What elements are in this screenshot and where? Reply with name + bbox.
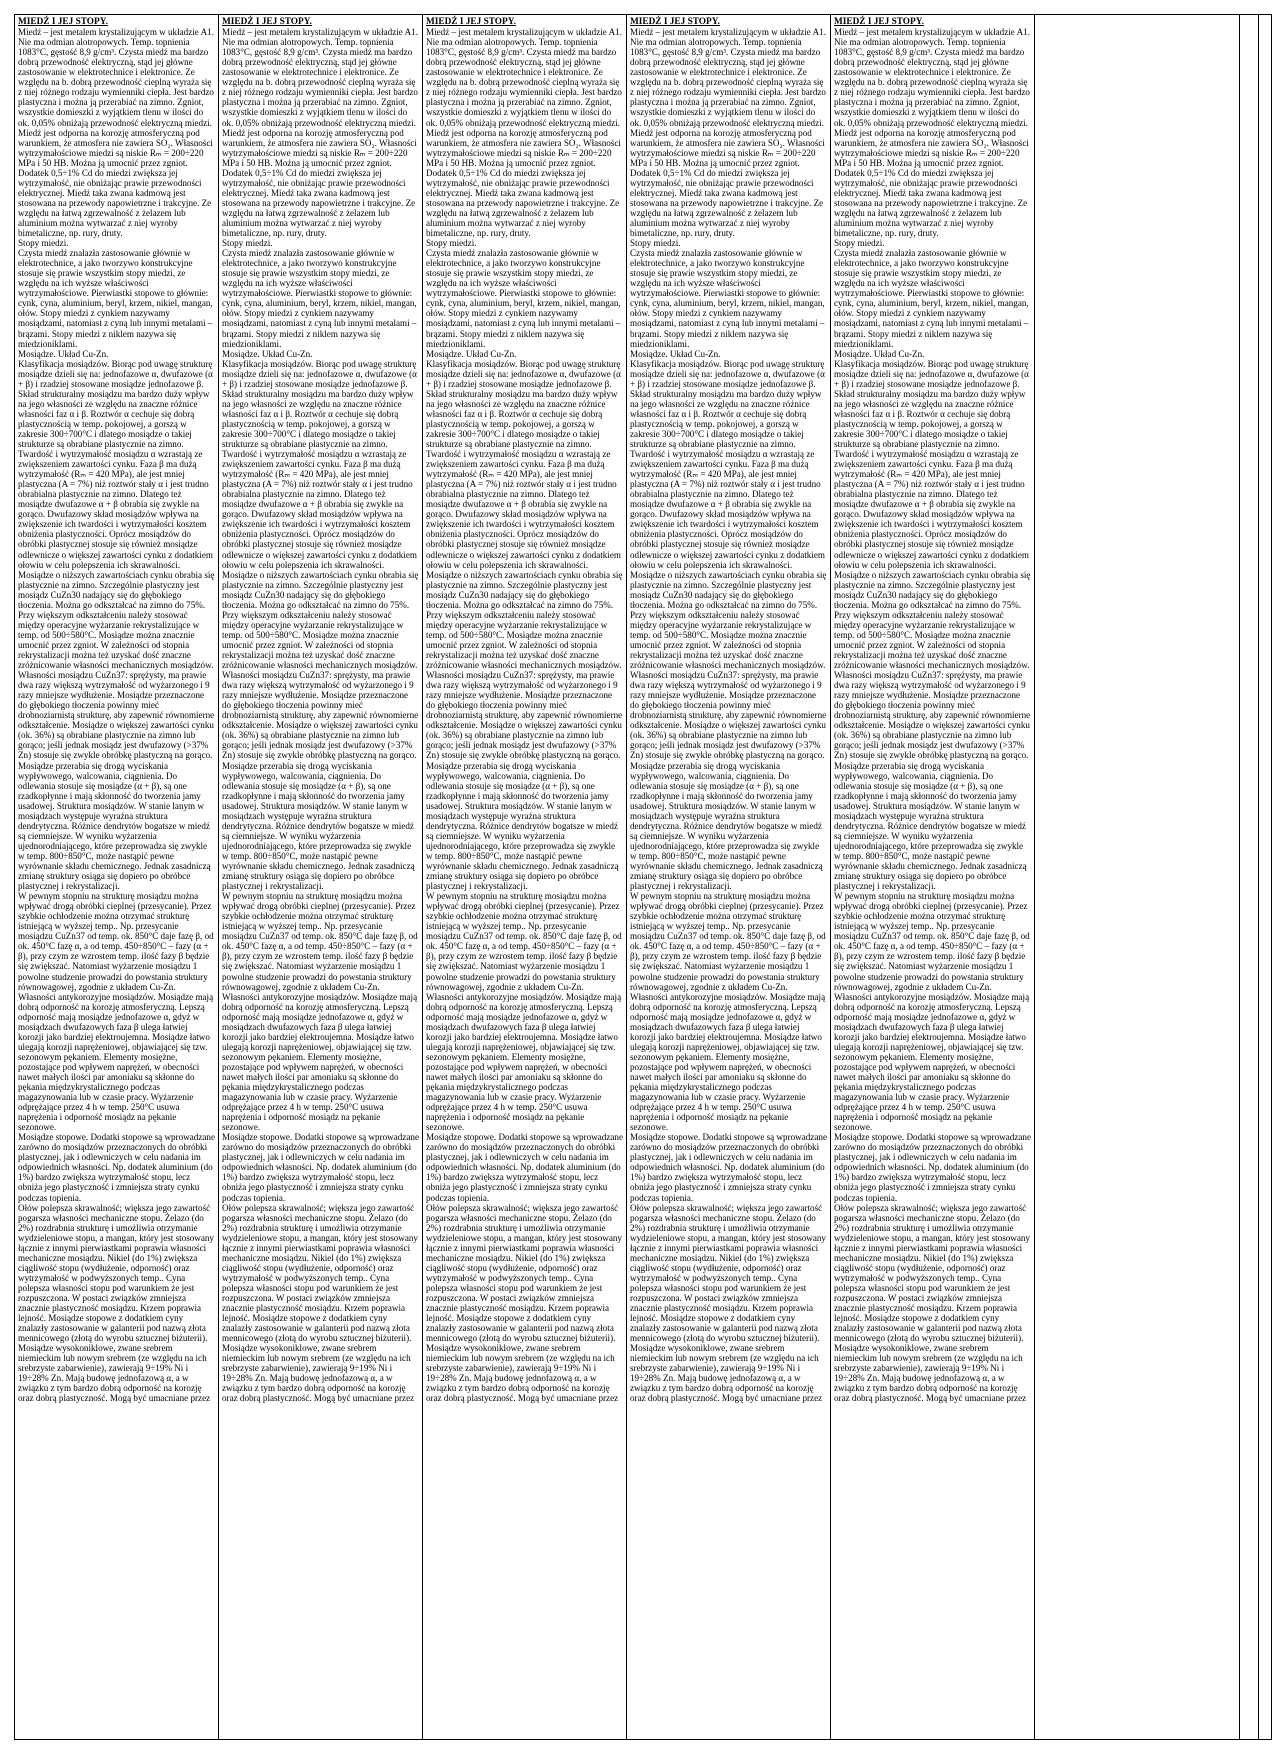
column-5	[831, 15, 1035, 1740]
edge-column	[1259, 15, 1272, 1740]
section-body: Miedź – jest metalem krystalizującym w układzie A1. Nie ma odmian alotropowych. Temp. topnienia 1083°C, gęstość 8,9 g/cm³. Czysta miedź ma bardzo dobrą przewodność elektryczną, stąd jej główne zastosowanie w elektrotechnice i elektronice. Ze względu na b. dobrą przewodność cieplną wyraża się z niej różnego rodzaju wymienniki ciepła. Jest bardzo plastyczna i można ją przerabiać na zimno. Zgniot, wszystkie domieszki z wyjątkiem tlenu w ilości do ok. 0,05% obniżają przewodność elektryczną miedzi. Miedź jest odporna na korozję atmosferyczną pod warunkiem, że atmosfera nie zawiera SO₂. Własności wytrzymałościowe miedzi są niskie Rₘ = 200÷220 MPa i 50 HB. Można ją umocnić przez zgniot. Dodatek 0,5÷1% Cd do miedzi zwiększa jej wytrzymałość, nie obniżając prawie przewodności elektrycznej. Miedź taka zwana kadmową jest stosowana na przewody napowietrzne i trakcyjne. Ze względu na łatwą zgrzewalność z żelazem lub aluminium można wytwarzać z niej wyroby bimetaliczne, np. rury, druty. Stopy miedzi. Czysta miedź znalazła zastosowanie głównie w elektrotechnice, a jako tworzywo konstrukcyjne stosuje się prawie wszystkim stopy miedzi, ze względu na ich wyższe właściwości wytrzymałościowe. Pierwiastki stopowe to głównie: cynk, cyna, aluminium, beryl, krzem, nikiel, mangan, ołów. Stopy miedzi z cynkiem nazywamy mosiądzami, natomiast z cyną lub innymi metalami – brązami. Stopy miedzi z niklem nazywa się miedzioniklami. Mosiądze. Układ Cu-Zn. Klasyfikacja mosiądzów. Biorąc pod uwagę strukturę mosiądze dzieli się na: jednofazowe α, dwufazowe (α + β) i rzadziej stosowane mosiądze jednofazowe β. Skład strukturalny mosiądzu ma bardzo duży wpływ na jego własności ze względu na znaczne różnice własności faz α i β. Roztwór α cechuje się dobrą plastycznością w temp. pokojowej, a gorszą w zakresie 300÷700°C i dlatego mosiądze o takiej strukturze są obrabiane plastycznie na zimno. Twardość i wytrzymałość mosiądzu α wzrastają ze zwiększeniem zawartości cynku. Faza β ma dużą wytrzymałość (Rₘ = 420 MPa), ale jest mniej plastyczna (A = 7%) niż roztwór stały α i jest trudno obrabialna plastycznie na zimno. Dlatego też mosiądze dwufazowe α + β obrabia się zwykle na gorąco. Dwufazowy skład mosiądzów wpływa na zwiększenie ich twardości i wytrzymałości kosztem obniżenia plastyczności. Oprócz mosiądzów do obróbki plastycznej stosuje się również mosiądze odlewnicze o większej zawartości cynku z dodatkiem ołowiu w celu polepszenia ich skrawalności. Mosiądze o niższych zawartościach cynku obrabia się plastycznie na zimno. Szczególnie plastyczny jest mosiądz CuZn30 nadający się do głębokiego tłoczenia. Można go odkształcać na zimno do 75%. Przy większym odkształceniu należy stosować między operacyjne wyżarzanie rekrystalizujące w temp. od 500÷580°C. Mosiądze można znacznie umocnić przez zgniot. W zależności od stopnia rekrystalizacji można też uzyskać dość znaczne zróżnicowanie własności mechanicznych mosiądzów. Własności mosiądzu CuZn37: sprężysty, ma prawie dwa razy większą wytrzymałość od wyżarzonego i 9 razy mniejsze wydłużenie. Mosiądze przeznaczone do głębokiego tłoczenia powinny mieć drobnoziarnistą strukturę, aby zapewnić równomierne odkształcenie. Mosiądze o większej zawartości cynku (ok. 36%) są obrabiane plastycznie na zimno lub gorąco; jeśli jednak mosiądz jest dwufazowy (>37% Zn) stosuje się zwykle obróbkę plastyczną na gorąco. Mosiądze przerabia się drogą wyciskania wypływowego, walcowania, ciągnienia. Do odlewania stosuje się mosiądze (α + β), są one rzadkopłynne i mają skłonność do tworzenia jamy usadowej. Struktura mosiądzów. W stanie lanym w mosiądzach występuje wyraźna struktura dendrytyczna. Różnice dendrytów bogatsze w miedź są ciemniejsze. W wyniku wyżarzenia ujednorodniającego, które przeprowadza się zwykle w temp. 800÷850°C, może nastąpić pewne wyrównanie składu chemicznego. Jednak zasadniczą zmianę struktury osiąga się dopiero po obróbce plastycznej i rekrystalizacji. W pewnym stopniu na strukturę mosiądzu można wpływać drogą obróbki cieplnej (przesycanie). Przez szybkie ochłodzenie można otrzymać strukturę istniejącą w wyższej temp.. Np. przesycanie mosiądzu CuZn37 od temp. ok. 850°C daje fazę β, od ok. 450°C fazę α, a od temp. 450÷850°C – fazy (α + β), przy czym ze wzrostem temp. ilość fazy β będzie się zwiększać. Natomiast wyżarzenie mosiądzu 1 powolne studzenie prowadzi do powstania struktury równowagowej, zgodnie z układem Cu-Zn. Własności antykorozyjne mosiądzów. Mosiądze mają dobrą odporność na korozję atmosferyczną. Lepszą odporność mają mosiądze jednofazowe α, gdyż w mosiądzach dwufazowych faza β ulega łatwiej korozji jako bardziej elektroujemna. Mosiądze łatwo ulegają korozji naprężeniowej, objawiającej się tzw. sezonowym pękaniem. Elementy mosiężne, pozostające pod wpływem naprężeń, w obecności nawet małych ilości par amoniaku są skłonne do pękania międzykrystalicznego podczas magazynowania lub w czasie pracy. Wyżarzenie odprężające przez 4 h w temp. 250°C usuwa naprężenia i odporność mosiądz na pękanie sezonowe. Mosiądze stopowe. Dodatki stopowe są wprowadzane zarówno do mosiądzów przeznaczonych do obróbki plastycznej, jak i odlewniczych w celu nadania im odpowiednich własności. Np. dodatek aluminium (do 1%) bardzo zwiększa wytrzymałość stopu, lecz obniża jego plastyczność i zmniejsza straty cynku podczas topienia. Ołów polepsza skrawalność; większa jego zawartość pogarsza własności mechaniczne stopu. Żelazo (do 2%) rozdrabnia strukturę i umożliwia otrzymanie wydzieleniowe stopu, a mangan, który jest stosowany łącznie z innymi pierwiastkami poprawia własności mechaniczne mosiądzu. Nikiel (do 1%) zwiększa ciągliwość stopu (wydłużenie, odporność) oraz wytrzymałość w podwyższonych temp.. Cyna polepsza własności stopu pod warunkiem że jest rozpuszczona. W postaci związków zmniejsza znacznie plastyczność mosiądzu. Krzem poprawia lejność. Mosiądze stopowe z dodatkiem cyny znalazły zastosowanie w galanterii pod nazwą złota mennicowego (złotą do wyrobu sztucznej biżuterii). Mosiądze wysokoniklowe, zwane srebrem niemieckim lub nowym srebrem (ze względu na ich srebrzyste zabarwienie), zawierają 9÷19% Ni i 19÷28% Zn. Mają budowę jednofazową α, a w związku z tym bardzo dobrą odporność na korozję oraz dobrą plastyczność. Mogą być umacniane przez	[630, 27, 827, 1404]
section-title: MIEDŹ I JEJ STOPY.	[18, 17, 108, 27]
column-content	[222, 17, 419, 1737]
column-4	[627, 15, 831, 1740]
empty-column	[1035, 15, 1240, 1740]
section-title: MIEDŹ I JEJ STOPY.	[834, 17, 924, 27]
section-title: MIEDŹ I JEJ STOPY.	[426, 17, 516, 27]
section-title: MIEDŹ I JEJ STOPY.	[222, 17, 312, 27]
section-body: Miedź – jest metalem krystalizującym w układzie A1. Nie ma odmian alotropowych. Temp. topnienia 1083°C, gęstość 8,9 g/cm³. Czysta miedź ma bardzo dobrą przewodność elektryczną, stąd jej główne zastosowanie w elektrotechnice i elektronice. Ze względu na b. dobrą przewodność cieplną wyraża się z niej różnego rodzaju wymienniki ciepła. Jest bardzo plastyczna i można ją przerabiać na zimno. Zgniot, wszystkie domieszki z wyjątkiem tlenu w ilości do ok. 0,05% obniżają przewodność elektryczną miedzi. Miedź jest odporna na korozję atmosferyczną pod warunkiem, że atmosfera nie zawiera SO₂. Własności wytrzymałościowe miedzi są niskie Rₘ = 200÷220 MPa i 50 HB. Można ją umocnić przez zgniot. Dodatek 0,5÷1% Cd do miedzi zwiększa jej wytrzymałość, nie obniżając prawie przewodności elektrycznej. Miedź taka zwana kadmową jest stosowana na przewody napowietrzne i trakcyjne. Ze względu na łatwą zgrzewalność z żelazem lub aluminium można wytwarzać z niej wyroby bimetaliczne, np. rury, druty. Stopy miedzi. Czysta miedź znalazła zastosowanie głównie w elektrotechnice, a jako tworzywo konstrukcyjne stosuje się prawie wszystkim stopy miedzi, ze względu na ich wyższe właściwości wytrzymałościowe. Pierwiastki stopowe to głównie: cynk, cyna, aluminium, beryl, krzem, nikiel, mangan, ołów. Stopy miedzi z cynkiem nazywamy mosiądzami, natomiast z cyną lub innymi metalami – brązami. Stopy miedzi z niklem nazywa się miedzioniklami. Mosiądze. Układ Cu-Zn. Klasyfikacja mosiądzów. Biorąc pod uwagę strukturę mosiądze dzieli się na: jednofazowe α, dwufazowe (α + β) i rzadziej stosowane mosiądze jednofazowe β. Skład strukturalny mosiądzu ma bardzo duży wpływ na jego własności ze względu na znaczne różnice własności faz α i β. Roztwór α cechuje się dobrą plastycznością w temp. pokojowej, a gorszą w zakresie 300÷700°C i dlatego mosiądze o takiej strukturze są obrabiane plastycznie na zimno. Twardość i wytrzymałość mosiądzu α wzrastają ze zwiększeniem zawartości cynku. Faza β ma dużą wytrzymałość (Rₘ = 420 MPa), ale jest mniej plastyczna (A = 7%) niż roztwór stały α i jest trudno obrabialna plastycznie na zimno. Dlatego też mosiądze dwufazowe α + β obrabia się zwykle na gorąco. Dwufazowy skład mosiądzów wpływa na zwiększenie ich twardości i wytrzymałości kosztem obniżenia plastyczności. Oprócz mosiądzów do obróbki plastycznej stosuje się również mosiądze odlewnicze o większej zawartości cynku z dodatkiem ołowiu w celu polepszenia ich skrawalności. Mosiądze o niższych zawartościach cynku obrabia się plastycznie na zimno. Szczególnie plastyczny jest mosiądz CuZn30 nadający się do głębokiego tłoczenia. Można go odkształcać na zimno do 75%. Przy większym odkształceniu należy stosować między operacyjne wyżarzanie rekrystalizujące w temp. od 500÷580°C. Mosiądze można znacznie umocnić przez zgniot. W zależności od stopnia rekrystalizacji można też uzyskać dość znaczne zróżnicowanie własności mechanicznych mosiądzów. Własności mosiądzu CuZn37: sprężysty, ma prawie dwa razy większą wytrzymałość od wyżarzonego i 9 razy mniejsze wydłużenie. Mosiądze przeznaczone do głębokiego tłoczenia powinny mieć drobnoziarnistą strukturę, aby zapewnić równomierne odkształcenie. Mosiądze o większej zawartości cynku (ok. 36%) są obrabiane plastycznie na zimno lub gorąco; jeśli jednak mosiądz jest dwufazowy (>37% Zn) stosuje się zwykle obróbkę plastyczną na gorąco. Mosiądze przerabia się drogą wyciskania wypływowego, walcowania, ciągnienia. Do odlewania stosuje się mosiądze (α + β), są one rzadkopłynne i mają skłonność do tworzenia jamy usadowej. Struktura mosiądzów. W stanie lanym w mosiądzach występuje wyraźna struktura dendrytyczna. Różnice dendrytów bogatsze w miedź są ciemniejsze. W wyniku wyżarzenia ujednorodniającego, które przeprowadza się zwykle w temp. 800÷850°C, może nastąpić pewne wyrównanie składu chemicznego. Jednak zasadniczą zmianę struktury osiąga się dopiero po obróbce plastycznej i rekrystalizacji. W pewnym stopniu na strukturę mosiądzu można wpływać drogą obróbki cieplnej (przesycanie). Przez szybkie ochłodzenie można otrzymać strukturę istniejącą w wyższej temp.. Np. przesycanie mosiądzu CuZn37 od temp. ok. 850°C daje fazę β, od ok. 450°C fazę α, a od temp. 450÷850°C – fazy (α + β), przy czym ze wzrostem temp. ilość fazy β będzie się zwiększać. Natomiast wyżarzenie mosiądzu 1 powolne studzenie prowadzi do powstania struktury równowagowej, zgodnie z układem Cu-Zn. Własności antykorozyjne mosiądzów. Mosiądze mają dobrą odporność na korozję atmosferyczną. Lepszą odporność mają mosiądze jednofazowe α, gdyż w mosiądzach dwufazowych faza β ulega łatwiej korozji jako bardziej elektroujemna. Mosiądze łatwo ulegają korozji naprężeniowej, objawiającej się tzw. sezonowym pękaniem. Elementy mosiężne, pozostające pod wpływem naprężeń, w obecności nawet małych ilości par amoniaku są skłonne do pękania międzykrystalicznego podczas magazynowania lub w czasie pracy. Wyżarzenie odprężające przez 4 h w temp. 250°C usuwa naprężenia i odporność mosiądz na pękanie sezonowe. Mosiądze stopowe. Dodatki stopowe są wprowadzane zarówno do mosiądzów przeznaczonych do obróbki plastycznej, jak i odlewniczych w celu nadania im odpowiednich własności. Np. dodatek aluminium (do 1%) bardzo zwiększa wytrzymałość stopu, lecz obniża jego plastyczność i zmniejsza straty cynku podczas topienia. Ołów polepsza skrawalność; większa jego zawartość pogarsza własności mechaniczne stopu. Żelazo (do 2%) rozdrabnia strukturę i umożliwia otrzymanie wydzieleniowe stopu, a mangan, który jest stosowany łącznie z innymi pierwiastkami poprawia własności mechaniczne mosiądzu. Nikiel (do 1%) zwiększa ciągliwość stopu (wydłużenie, odporność) oraz wytrzymałość w podwyższonych temp.. Cyna polepsza własności stopu pod warunkiem że jest rozpuszczona. W postaci związków zmniejsza znacznie plastyczność mosiądzu. Krzem poprawia lejność. Mosiądze stopowe z dodatkiem cyny znalazły zastosowanie w galanterii pod nazwą złota mennicowego (złotą do wyrobu sztucznej biżuterii). Mosiądze wysokoniklowe, zwane srebrem niemieckim lub nowym srebrem (ze względu na ich srebrzyste zabarwienie), zawierają 9÷19% Ni i 19÷28% Zn. Mają budowę jednofazową α, a w związku z tym bardzo dobrą odporność na korozję oraz dobrą plastyczność. Mogą być umacniane przez	[426, 27, 623, 1404]
section-body: Miedź – jest metalem krystalizującym w układzie A1. Nie ma odmian alotropowych. Temp. topnienia 1083°C, gęstość 8,9 g/cm³. Czysta miedź ma bardzo dobrą przewodność elektryczną, stąd jej główne zastosowanie w elektrotechnice i elektronice. Ze względu na b. dobrą przewodność cieplną wyraża się z niej różnego rodzaju wymienniki ciepła. Jest bardzo plastyczna i można ją przerabiać na zimno. Zgniot, wszystkie domieszki z wyjątkiem tlenu w ilości do ok. 0,05% obniżają przewodność elektryczną miedzi. Miedź jest odporna na korozję atmosferyczną pod warunkiem, że atmosfera nie zawiera SO₂. Własności wytrzymałościowe miedzi są niskie Rₘ = 200÷220 MPa i 50 HB. Można ją umocnić przez zgniot. Dodatek 0,5÷1% Cd do miedzi zwiększa jej wytrzymałość, nie obniżając prawie przewodności elektrycznej. Miedź taka zwana kadmową jest stosowana na przewody napowietrzne i trakcyjne. Ze względu na łatwą zgrzewalność z żelazem lub aluminium można wytwarzać z niej wyroby bimetaliczne, np. rury, druty. Stopy miedzi. Czysta miedź znalazła zastosowanie głównie w elektrotechnice, a jako tworzywo konstrukcyjne stosuje się prawie wszystkim stopy miedzi, ze względu na ich wyższe właściwości wytrzymałościowe. Pierwiastki stopowe to głównie: cynk, cyna, aluminium, beryl, krzem, nikiel, mangan, ołów. Stopy miedzi z cynkiem nazywamy mosiądzami, natomiast z cyną lub innymi metalami – brązami. Stopy miedzi z niklem nazywa się miedzioniklami. Mosiądze. Układ Cu-Zn. Klasyfikacja mosiądzów. Biorąc pod uwagę strukturę mosiądze dzieli się na: jednofazowe α, dwufazowe (α + β) i rzadziej stosowane mosiądze jednofazowe β. Skład strukturalny mosiądzu ma bardzo duży wpływ na jego własności ze względu na znaczne różnice własności faz α i β. Roztwór α cechuje się dobrą plastycznością w temp. pokojowej, a gorszą w zakresie 300÷700°C i dlatego mosiądze o takiej strukturze są obrabiane plastycznie na zimno. Twardość i wytrzymałość mosiądzu α wzrastają ze zwiększeniem zawartości cynku. Faza β ma dużą wytrzymałość (Rₘ = 420 MPa), ale jest mniej plastyczna (A = 7%) niż roztwór stały α i jest trudno obrabialna plastycznie na zimno. Dlatego też mosiądze dwufazowe α + β obrabia się zwykle na gorąco. Dwufazowy skład mosiądzów wpływa na zwiększenie ich twardości i wytrzymałości kosztem obniżenia plastyczności. Oprócz mosiądzów do obróbki plastycznej stosuje się również mosiądze odlewnicze o większej zawartości cynku z dodatkiem ołowiu w celu polepszenia ich skrawalności. Mosiądze o niższych zawartościach cynku obrabia się plastycznie na zimno. Szczególnie plastyczny jest mosiądz CuZn30 nadający się do głębokiego tłoczenia. Można go odkształcać na zimno do 75%. Przy większym odkształceniu należy stosować między operacyjne wyżarzanie rekrystalizujące w temp. od 500÷580°C. Mosiądze można znacznie umocnić przez zgniot. W zależności od stopnia rekrystalizacji można też uzyskać dość znaczne zróżnicowanie własności mechanicznych mosiądzów. Własności mosiądzu CuZn37: sprężysty, ma prawie dwa razy większą wytrzymałość od wyżarzonego i 9 razy mniejsze wydłużenie. Mosiądze przeznaczone do głębokiego tłoczenia powinny mieć drobnoziarnistą strukturę, aby zapewnić równomierne odkształcenie. Mosiądze o większej zawartości cynku (ok. 36%) są obrabiane plastycznie na zimno lub gorąco; jeśli jednak mosiądz jest dwufazowy (>37% Zn) stosuje się zwykle obróbkę plastyczną na gorąco. Mosiądze przerabia się drogą wyciskania wypływowego, walcowania, ciągnienia. Do odlewania stosuje się mosiądze (α + β), są one rzadkopłynne i mają skłonność do tworzenia jamy usadowej. Struktura mosiądzów. W stanie lanym w mosiądzach występuje wyraźna struktura dendrytyczna. Różnice dendrytów bogatsze w miedź są ciemniejsze. W wyniku wyżarzenia ujednorodniającego, które przeprowadza się zwykle w temp. 800÷850°C, może nastąpić pewne wyrównanie składu chemicznego. Jednak zasadniczą zmianę struktury osiąga się dopiero po obróbce plastycznej i rekrystalizacji. W pewnym stopniu na strukturę mosiądzu można wpływać drogą obróbki cieplnej (przesycanie). Przez szybkie ochłodzenie można otrzymać strukturę istniejącą w wyższej temp.. Np. przesycanie mosiądzu CuZn37 od temp. ok. 850°C daje fazę β, od ok. 450°C fazę α, a od temp. 450÷850°C – fazy (α + β), przy czym ze wzrostem temp. ilość fazy β będzie się zwiększać. Natomiast wyżarzenie mosiądzu 1 powolne studzenie prowadzi do powstania struktury równowagowej, zgodnie z układem Cu-Zn. Własności antykorozyjne mosiądzów. Mosiądze mają dobrą odporność na korozję atmosferyczną. Lepszą odporność mają mosiądze jednofazowe α, gdyż w mosiądzach dwufazowych faza β ulega łatwiej korozji jako bardziej elektroujemna. Mosiądze łatwo ulegają korozji naprężeniowej, objawiającej się tzw. sezonowym pękaniem. Elementy mosiężne, pozostające pod wpływem naprężeń, w obecności nawet małych ilości par amoniaku są skłonne do pękania międzykrystalicznego podczas magazynowania lub w czasie pracy. Wyżarzenie odprężające przez 4 h w temp. 250°C usuwa naprężenia i odporność mosiądz na pękanie sezonowe. Mosiądze stopowe. Dodatki stopowe są wprowadzane zarówno do mosiądzów przeznaczonych do obróbki plastycznej, jak i odlewniczych w celu nadania im odpowiednich własności. Np. dodatek aluminium (do 1%) bardzo zwiększa wytrzymałość stopu, lecz obniża jego plastyczność i zmniejsza straty cynku podczas topienia. Ołów polepsza skrawalność; większa jego zawartość pogarsza własności mechaniczne stopu. Żelazo (do 2%) rozdrabnia strukturę i umożliwia otrzymanie wydzieleniowe stopu, a mangan, który jest stosowany łącznie z innymi pierwiastkami poprawia własności mechaniczne mosiądzu. Nikiel (do 1%) zwiększa ciągliwość stopu (wydłużenie, odporność) oraz wytrzymałość w podwyższonych temp.. Cyna polepsza własności stopu pod warunkiem że jest rozpuszczona. W postaci związków zmniejsza znacznie plastyczność mosiądzu. Krzem poprawia lejność. Mosiądze stopowe z dodatkiem cyny znalazły zastosowanie w galanterii pod nazwą złota mennicowego (złotą do wyrobu sztucznej biżuterii). Mosiądze wysokoniklowe, zwane srebrem niemieckim lub nowym srebrem (ze względu na ich srebrzyste zabarwienie), zawierają 9÷19% Ni i 19÷28% Zn. Mają budowę jednofazową α, a w związku z tym bardzo dobrą odporność na korozję oraz dobrą plastyczność. Mogą być umacniane przez	[222, 27, 419, 1404]
section-title: MIEDŹ I JEJ STOPY.	[630, 17, 720, 27]
column-content	[426, 17, 623, 1737]
section-body: Miedź – jest metalem krystalizującym w układzie A1. Nie ma odmian alotropowych. Temp. topnienia 1083°C, gęstość 8,9 g/cm³. Czysta miedź ma bardzo dobrą przewodność elektryczną, stąd jej główne zastosowanie w elektrotechnice i elektronice. Ze względu na b. dobrą przewodność cieplną wyraża się z niej różnego rodzaju wymienniki ciepła. Jest bardzo plastyczna i można ją przerabiać na zimno. Zgniot, wszystkie domieszki z wyjątkiem tlenu w ilości do ok. 0,05% obniżają przewodność elektryczną miedzi. Miedź jest odporna na korozję atmosferyczną pod warunkiem, że atmosfera nie zawiera SO₂. Własności wytrzymałościowe miedzi są niskie Rₘ = 200÷220 MPa i 50 HB. Można ją umocnić przez zgniot. Dodatek 0,5÷1% Cd do miedzi zwiększa jej wytrzymałość, nie obniżając prawie przewodności elektrycznej. Miedź taka zwana kadmową jest stosowana na przewody napowietrzne i trakcyjne. Ze względu na łatwą zgrzewalność z żelazem lub aluminium można wytwarzać z niej wyroby bimetaliczne, np. rury, druty. Stopy miedzi. Czysta miedź znalazła zastosowanie głównie w elektrotechnice, a jako tworzywo konstrukcyjne stosuje się prawie wszystkim stopy miedzi, ze względu na ich wyższe właściwości wytrzymałościowe. Pierwiastki stopowe to głównie: cynk, cyna, aluminium, beryl, krzem, nikiel, mangan, ołów. Stopy miedzi z cynkiem nazywamy mosiądzami, natomiast z cyną lub innymi metalami – brązami. Stopy miedzi z niklem nazywa się miedzioniklami. Mosiądze. Układ Cu-Zn. Klasyfikacja mosiądzów. Biorąc pod uwagę strukturę mosiądze dzieli się na: jednofazowe α, dwufazowe (α + β) i rzadziej stosowane mosiądze jednofazowe β. Skład strukturalny mosiądzu ma bardzo duży wpływ na jego własności ze względu na znaczne różnice własności faz α i β. Roztwór α cechuje się dobrą plastycznością w temp. pokojowej, a gorszą w zakresie 300÷700°C i dlatego mosiądze o takiej strukturze są obrabiane plastycznie na zimno. Twardość i wytrzymałość mosiądzu α wzrastają ze zwiększeniem zawartości cynku. Faza β ma dużą wytrzymałość (Rₘ = 420 MPa), ale jest mniej plastyczna (A = 7%) niż roztwór stały α i jest trudno obrabialna plastycznie na zimno. Dlatego też mosiądze dwufazowe α + β obrabia się zwykle na gorąco. Dwufazowy skład mosiądzów wpływa na zwiększenie ich twardości i wytrzymałości kosztem obniżenia plastyczności. Oprócz mosiądzów do obróbki plastycznej stosuje się również mosiądze odlewnicze o większej zawartości cynku z dodatkiem ołowiu w celu polepszenia ich skrawalności. Mosiądze o niższych zawartościach cynku obrabia się plastycznie na zimno. Szczególnie plastyczny jest mosiądz CuZn30 nadający się do głębokiego tłoczenia. Można go odkształcać na zimno do 75%. Przy większym odkształceniu należy stosować między operacyjne wyżarzanie rekrystalizujące w temp. od 500÷580°C. Mosiądze można znacznie umocnić przez zgniot. W zależności od stopnia rekrystalizacji można też uzyskać dość znaczne zróżnicowanie własności mechanicznych mosiądzów. Własności mosiądzu CuZn37: sprężysty, ma prawie dwa razy większą wytrzymałość od wyżarzonego i 9 razy mniejsze wydłużenie. Mosiądze przeznaczone do głębokiego tłoczenia powinny mieć drobnoziarnistą strukturę, aby zapewnić równomierne odkształcenie. Mosiądze o większej zawartości cynku (ok. 36%) są obrabiane plastycznie na zimno lub gorąco; jeśli jednak mosiądz jest dwufazowy (>37% Zn) stosuje się zwykle obróbkę plastyczną na gorąco. Mosiądze przerabia się drogą wyciskania wypływowego, walcowania, ciągnienia. Do odlewania stosuje się mosiądze (α + β), są one rzadkopłynne i mają skłonność do tworzenia jamy usadowej. Struktura mosiądzów. W stanie lanym w mosiądzach występuje wyraźna struktura dendrytyczna. Różnice dendrytów bogatsze w miedź są ciemniejsze. W wyniku wyżarzenia ujednorodniającego, które przeprowadza się zwykle w temp. 800÷850°C, może nastąpić pewne wyrównanie składu chemicznego. Jednak zasadniczą zmianę struktury osiąga się dopiero po obróbce plastycznej i rekrystalizacji. W pewnym stopniu na strukturę mosiądzu można wpływać drogą obróbki cieplnej (przesycanie). Przez szybkie ochłodzenie można otrzymać strukturę istniejącą w wyższej temp.. Np. przesycanie mosiądzu CuZn37 od temp. ok. 850°C daje fazę β, od ok. 450°C fazę α, a od temp. 450÷850°C – fazy (α + β), przy czym ze wzrostem temp. ilość fazy β będzie się zwiększać. Natomiast wyżarzenie mosiądzu 1 powolne studzenie prowadzi do powstania struktury równowagowej, zgodnie z układem Cu-Zn. Własności antykorozyjne mosiądzów. Mosiądze mają dobrą odporność na korozję atmosferyczną. Lepszą odporność mają mosiądze jednofazowe α, gdyż w mosiądzach dwufazowych faza β ulega łatwiej korozji jako bardziej elektroujemna. Mosiądze łatwo ulegają korozji naprężeniowej, objawiającej się tzw. sezonowym pękaniem. Elementy mosiężne, pozostające pod wpływem naprężeń, w obecności nawet małych ilości par amoniaku są skłonne do pękania międzykrystalicznego podczas magazynowania lub w czasie pracy. Wyżarzenie odprężające przez 4 h w temp. 250°C usuwa naprężenia i odporność mosiądz na pękanie sezonowe. Mosiądze stopowe. Dodatki stopowe są wprowadzane zarówno do mosiądzów przeznaczonych do obróbki plastycznej, jak i odlewniczych w celu nadania im odpowiednich własności. Np. dodatek aluminium (do 1%) bardzo zwiększa wytrzymałość stopu, lecz obniża jego plastyczność i zmniejsza straty cynku podczas topienia. Ołów polepsza skrawalność; większa jego zawartość pogarsza własności mechaniczne stopu. Żelazo (do 2%) rozdrabnia strukturę i umożliwia otrzymanie wydzieleniowe stopu, a mangan, który jest stosowany łącznie z innymi pierwiastkami poprawia własności mechaniczne mosiądzu. Nikiel (do 1%) zwiększa ciągliwość stopu (wydłużenie, odporność) oraz wytrzymałość w podwyższonych temp.. Cyna polepsza własności stopu pod warunkiem że jest rozpuszczona. W postaci związków zmniejsza znacznie plastyczność mosiądzu. Krzem poprawia lejność. Mosiądze stopowe z dodatkiem cyny znalazły zastosowanie w galanterii pod nazwą złota mennicowego (złotą do wyrobu sztucznej biżuterii). Mosiądze wysokoniklowe, zwane srebrem niemieckim lub nowym srebrem (ze względu na ich srebrzyste zabarwienie), zawierają 9÷19% Ni i 19÷28% Zn. Mają budowę jednofazową α, a w związku z tym bardzo dobrą odporność na korozję oraz dobrą plastyczność. Mogą być umacniane przez	[18, 27, 215, 1404]
section-body: Miedź – jest metalem krystalizującym w układzie A1. Nie ma odmian alotropowych. Temp. topnienia 1083°C, gęstość 8,9 g/cm³. Czysta miedź ma bardzo dobrą przewodność elektryczną, stąd jej główne zastosowanie w elektrotechnice i elektronice. Ze względu na b. dobrą przewodność cieplną wyraża się z niej różnego rodzaju wymienniki ciepła. Jest bardzo plastyczna i można ją przerabiać na zimno. Zgniot, wszystkie domieszki z wyjątkiem tlenu w ilości do ok. 0,05% obniżają przewodność elektryczną miedzi. Miedź jest odporna na korozję atmosferyczną pod warunkiem, że atmosfera nie zawiera SO₂. Własności wytrzymałościowe miedzi są niskie Rₘ = 200÷220 MPa i 50 HB. Można ją umocnić przez zgniot. Dodatek 0,5÷1% Cd do miedzi zwiększa jej wytrzymałość, nie obniżając prawie przewodności elektrycznej. Miedź taka zwana kadmową jest stosowana na przewody napowietrzne i trakcyjne. Ze względu na łatwą zgrzewalność z żelazem lub aluminium można wytwarzać z niej wyroby bimetaliczne, np. rury, druty. Stopy miedzi. Czysta miedź znalazła zastosowanie głównie w elektrotechnice, a jako tworzywo konstrukcyjne stosuje się prawie wszystkim stopy miedzi, ze względu na ich wyższe właściwości wytrzymałościowe. Pierwiastki stopowe to głównie: cynk, cyna, aluminium, beryl, krzem, nikiel, mangan, ołów. Stopy miedzi z cynkiem nazywamy mosiądzami, natomiast z cyną lub innymi metalami – brązami. Stopy miedzi z niklem nazywa się miedzioniklami. Mosiądze. Układ Cu-Zn. Klasyfikacja mosiądzów. Biorąc pod uwagę strukturę mosiądze dzieli się na: jednofazowe α, dwufazowe (α + β) i rzadziej stosowane mosiądze jednofazowe β. Skład strukturalny mosiądzu ma bardzo duży wpływ na jego własności ze względu na znaczne różnice własności faz α i β. Roztwór α cechuje się dobrą plastycznością w temp. pokojowej, a gorszą w zakresie 300÷700°C i dlatego mosiądze o takiej strukturze są obrabiane plastycznie na zimno. Twardość i wytrzymałość mosiądzu α wzrastają ze zwiększeniem zawartości cynku. Faza β ma dużą wytrzymałość (Rₘ = 420 MPa), ale jest mniej plastyczna (A = 7%) niż roztwór stały α i jest trudno obrabialna plastycznie na zimno. Dlatego też mosiądze dwufazowe α + β obrabia się zwykle na gorąco. Dwufazowy skład mosiądzów wpływa na zwiększenie ich twardości i wytrzymałości kosztem obniżenia plastyczności. Oprócz mosiądzów do obróbki plastycznej stosuje się również mosiądze odlewnicze o większej zawartości cynku z dodatkiem ołowiu w celu polepszenia ich skrawalności. Mosiądze o niższych zawartościach cynku obrabia się plastycznie na zimno. Szczególnie plastyczny jest mosiądz CuZn30 nadający się do głębokiego tłoczenia. Można go odkształcać na zimno do 75%. Przy większym odkształceniu należy stosować między operacyjne wyżarzanie rekrystalizujące w temp. od 500÷580°C. Mosiądze można znacznie umocnić przez zgniot. W zależności od stopnia rekrystalizacji można też uzyskać dość znaczne zróżnicowanie własności mechanicznych mosiądzów. Własności mosiądzu CuZn37: sprężysty, ma prawie dwa razy większą wytrzymałość od wyżarzonego i 9 razy mniejsze wydłużenie. Mosiądze przeznaczone do głębokiego tłoczenia powinny mieć drobnoziarnistą strukturę, aby zapewnić równomierne odkształcenie. Mosiądze o większej zawartości cynku (ok. 36%) są obrabiane plastycznie na zimno lub gorąco; jeśli jednak mosiądz jest dwufazowy (>37% Zn) stosuje się zwykle obróbkę plastyczną na gorąco. Mosiądze przerabia się drogą wyciskania wypływowego, walcowania, ciągnienia. Do odlewania stosuje się mosiądze (α + β), są one rzadkopłynne i mają skłonność do tworzenia jamy usadowej. Struktura mosiądzów. W stanie lanym w mosiądzach występuje wyraźna struktura dendrytyczna. Różnice dendrytów bogatsze w miedź są ciemniejsze. W wyniku wyżarzenia ujednorodniającego, które przeprowadza się zwykle w temp. 800÷850°C, może nastąpić pewne wyrównanie składu chemicznego. Jednak zasadniczą zmianę struktury osiąga się dopiero po obróbce plastycznej i rekrystalizacji. W pewnym stopniu na strukturę mosiądzu można wpływać drogą obróbki cieplnej (przesycanie). Przez szybkie ochłodzenie można otrzymać strukturę istniejącą w wyższej temp.. Np. przesycanie mosiądzu CuZn37 od temp. ok. 850°C daje fazę β, od ok. 450°C fazę α, a od temp. 450÷850°C – fazy (α + β), przy czym ze wzrostem temp. ilość fazy β będzie się zwiększać. Natomiast wyżarzenie mosiądzu 1 powolne studzenie prowadzi do powstania struktury równowagowej, zgodnie z układem Cu-Zn. Własności antykorozyjne mosiądzów. Mosiądze mają dobrą odporność na korozję atmosferyczną. Lepszą odporność mają mosiądze jednofazowe α, gdyż w mosiądzach dwufazowych faza β ulega łatwiej korozji jako bardziej elektroujemna. Mosiądze łatwo ulegają korozji naprężeniowej, objawiającej się tzw. sezonowym pękaniem. Elementy mosiężne, pozostające pod wpływem naprężeń, w obecności nawet małych ilości par amoniaku są skłonne do pękania międzykrystalicznego podczas magazynowania lub w czasie pracy. Wyżarzenie odprężające przez 4 h w temp. 250°C usuwa naprężenia i odporność mosiądz na pękanie sezonowe. Mosiądze stopowe. Dodatki stopowe są wprowadzane zarówno do mosiądzów przeznaczonych do obróbki plastycznej, jak i odlewniczych w celu nadania im odpowiednich własności. Np. dodatek aluminium (do 1%) bardzo zwiększa wytrzymałość stopu, lecz obniża jego plastyczność i zmniejsza straty cynku podczas topienia. Ołów polepsza skrawalność; większa jego zawartość pogarsza własności mechaniczne stopu. Żelazo (do 2%) rozdrabnia strukturę i umożliwia otrzymanie wydzieleniowe stopu, a mangan, który jest stosowany łącznie z innymi pierwiastkami poprawia własności mechaniczne mosiądzu. Nikiel (do 1%) zwiększa ciągliwość stopu (wydłużenie, odporność) oraz wytrzymałość w podwyższonych temp.. Cyna polepsza własności stopu pod warunkiem że jest rozpuszczona. W postaci związków zmniejsza znacznie plastyczność mosiądzu. Krzem poprawia lejność. Mosiądze stopowe z dodatkiem cyny znalazły zastosowanie w galanterii pod nazwą złota mennicowego (złotą do wyrobu sztucznej biżuterii). Mosiądze wysokoniklowe, zwane srebrem niemieckim lub nowym srebrem (ze względu na ich srebrzyste zabarwienie), zawierają 9÷19% Ni i 19÷28% Zn. Mają budowę jednofazową α, a w związku z tym bardzo dobrą odporność na korozję oraz dobrą plastyczność. Mogą być umacniane przez	[834, 27, 1031, 1404]
column-3	[423, 15, 627, 1740]
document-page	[14, 14, 1226, 1740]
narrow-column	[1240, 15, 1259, 1740]
column-content	[834, 17, 1031, 1737]
notes-table	[14, 14, 1272, 1740]
table-row	[15, 15, 1272, 1740]
column-1	[15, 15, 219, 1740]
column-content	[630, 17, 827, 1737]
column-content	[18, 17, 215, 1737]
column-2	[219, 15, 423, 1740]
